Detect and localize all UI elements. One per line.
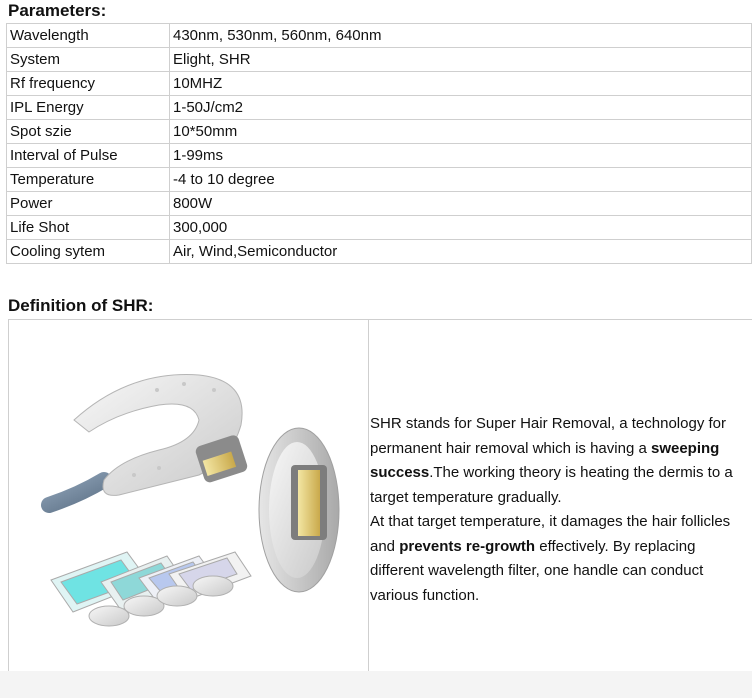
parameters-heading: Parameters:: [8, 1, 107, 20]
definition-heading: Definition of SHR:: [8, 296, 154, 315]
table-row: [7, 168, 752, 192]
parameter-value: 1-99ms: [170, 144, 752, 168]
parameter-label: Spot szie: [7, 120, 170, 144]
definition-text-1a: SHR stands for Super Hair Removal, a technology for permanent hair removal which is having a: [370, 415, 726, 457]
parameter-label: Rf frequency: [7, 72, 170, 96]
parameter-label: IPL Energy: [7, 96, 170, 120]
parameters-table: [6, 23, 752, 264]
definition-table: [8, 319, 752, 672]
table-row: [7, 120, 752, 144]
parameter-value: 10MHZ: [170, 72, 752, 96]
parameter-value: 10*50mm: [170, 120, 752, 144]
footer-band: [0, 671, 752, 698]
table-row: [7, 144, 752, 168]
table-row: [7, 96, 752, 120]
definition-emphasis-1: sweeping success: [370, 439, 720, 481]
definition-text-2b: effectively. By replacing different wavelength filter, one handle can conduct various function.: [370, 537, 704, 604]
table-row: [7, 240, 752, 264]
parameter-label: Power: [7, 192, 170, 216]
definition-emphasis-2: prevents re-growth: [399, 537, 536, 555]
ipl-handpiece-image: [9, 320, 368, 672]
parameter-label: Cooling sytem: [7, 240, 170, 264]
table-row: [7, 48, 752, 72]
parameter-value: Elight, SHR: [170, 48, 752, 72]
parameter-value: -4 to 10 degree: [170, 168, 752, 192]
product-image-cell: [9, 320, 369, 672]
table-row: [7, 216, 752, 240]
definition-text-2a: At that target temperature, it damages the hair follicles and: [370, 513, 731, 555]
parameter-value: 300,000: [170, 216, 752, 240]
parameter-label: Wavelength: [7, 24, 170, 48]
parameter-label: Temperature: [7, 168, 170, 192]
parameter-value: 430nm, 530nm, 560nm, 640nm: [170, 24, 752, 48]
parameter-label: System: [7, 48, 170, 72]
parameter-value: Air, Wind,Semiconductor: [170, 240, 752, 264]
definition-text-1b: .The working theory is heating the dermis to a target temperature gradually.: [370, 464, 733, 506]
parameter-value: 800W: [170, 192, 752, 216]
parameter-value: 1-50J/cm2: [170, 96, 752, 120]
parameter-label: Interval of Pulse: [7, 144, 170, 168]
definition-text: [370, 412, 750, 608]
parameter-label: Life Shot: [7, 216, 170, 240]
table-row: [7, 24, 752, 48]
table-row: [7, 192, 752, 216]
table-row: [7, 72, 752, 96]
